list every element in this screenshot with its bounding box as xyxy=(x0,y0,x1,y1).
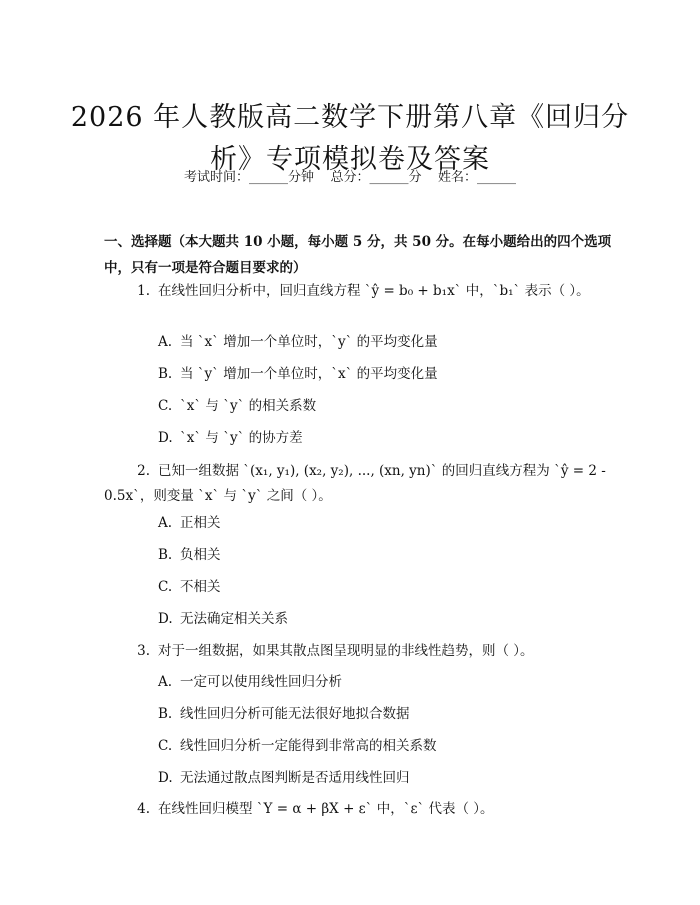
question-2-option-c xyxy=(158,577,618,597)
option-text: 不相关 xyxy=(180,579,221,595)
question-3-option-b xyxy=(158,704,618,724)
option-label: C. xyxy=(158,579,173,595)
option-text: `x` 与 `y` 的协方差 xyxy=(180,430,303,446)
option-label: D. xyxy=(158,430,173,446)
document-title-line-1: 2026 年人教版高二数学下册第八章《回归分 xyxy=(70,102,630,134)
option-text: 当 `y` 增加一个单位时，`x` 的平均变化量 xyxy=(180,366,438,382)
option-label: B. xyxy=(158,706,173,722)
option-text: 线性回归分析可能无法很好地拟合数据 xyxy=(180,706,410,722)
option-label: C. xyxy=(158,738,173,754)
question-2-option-a xyxy=(158,513,618,533)
option-text: 无法确定相关关系 xyxy=(180,611,288,627)
question-3-option-a xyxy=(158,672,618,692)
option-text: 一定可以使用线性回归分析 xyxy=(180,674,342,690)
question-3-option-c xyxy=(158,736,618,756)
exam-info-line: 考试时间：______分钟 总分：______分 姓名：______ xyxy=(183,170,517,185)
question-4 xyxy=(104,797,612,822)
option-label: A. xyxy=(158,515,173,531)
option-text: 正相关 xyxy=(180,515,221,531)
question-3-option-d xyxy=(158,768,618,788)
question-1 xyxy=(104,279,612,304)
option-label: D. xyxy=(158,611,173,627)
option-label: B. xyxy=(158,366,173,382)
question-3 xyxy=(104,639,612,664)
option-label: C. xyxy=(158,398,173,414)
question-1-option-b xyxy=(158,364,618,384)
document-title-line-2: 析》专项模拟卷及答案 xyxy=(210,144,490,176)
question-text: 在线性回归分析中，回归直线方程 `ŷ = b₀ + b₁x` 中，`b₁` 表示（ ）。 xyxy=(158,283,590,299)
question-text: 在线性回归模型 `Y = α + βX + ε` 中，`ε` 代表（ ）。 xyxy=(158,801,494,817)
question-1-option-a xyxy=(158,332,618,352)
question-number: 2. xyxy=(137,463,150,479)
question-number: 1. xyxy=(137,283,150,299)
option-text: 无法通过散点图判断是否适用线性回归 xyxy=(180,770,410,786)
option-label: D. xyxy=(158,770,173,786)
section-heading-choice: 一、选择题（本大题共 10 小题，每小题 5 分，共 50 分。在每小题给出的四个选项中，只有一项是符合题目要求的） xyxy=(104,234,612,276)
question-1-option-c xyxy=(158,396,618,416)
question-1-option-d xyxy=(158,428,618,448)
option-label: A. xyxy=(158,334,173,350)
question-2-option-b xyxy=(158,545,618,565)
option-text: 负相关 xyxy=(180,547,221,563)
question-2-option-d xyxy=(158,609,618,629)
option-text: 线性回归分析一定能得到非常高的相关系数 xyxy=(180,738,437,754)
question-number: 3. xyxy=(137,643,150,659)
question-text: 对于一组数据，如果其散点图呈现明显的非线性趋势，则（ ）。 xyxy=(158,643,534,659)
question-2 xyxy=(104,459,612,509)
option-label: B. xyxy=(158,547,173,563)
question-text: 已知一组数据 `(x₁, y₁), (x₂, y₂), ..., (xn, yn)` 的回归直线方程为 `ŷ = 2 - 0.5x`，则变量 `x` 与 `y` 之间（ ）。 xyxy=(104,463,606,504)
option-label: A. xyxy=(158,674,173,690)
question-number: 4. xyxy=(137,801,150,817)
option-text: `x` 与 `y` 的相关系数 xyxy=(180,398,317,414)
option-text: 当 `x` 增加一个单位时，`y` 的平均变化量 xyxy=(180,334,438,350)
